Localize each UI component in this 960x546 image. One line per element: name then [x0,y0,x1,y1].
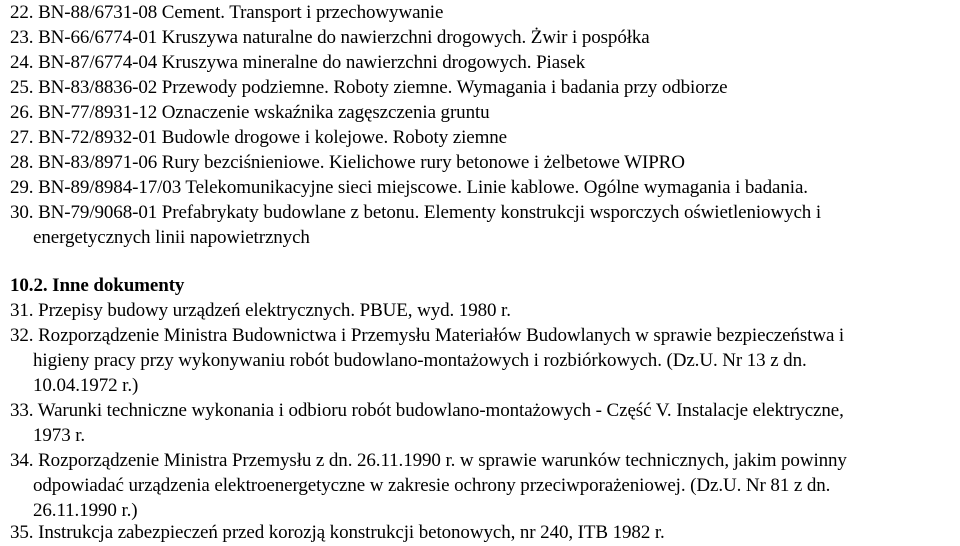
ref-item-25: 25. BN-83/8836-02 Przewody podziemne. Roboty ziemne. Wymagania i badania przy odbiorze [10,77,728,98]
ref-item-29: 29. BN-89/8984-17/03 Telekomunikacyjne sieci miejscowe. Linie kablowe. Ogólne wymagania i badania. [10,177,808,198]
ref-item-30-cont: energetycznych linii napowietrznych [33,227,310,248]
ref-item-30: 30. BN-79/9068-01 Prefabrykaty budowlane z betonu. Elementy konstrukcji wsporczych oświetleniowych i [10,202,822,223]
ref-item-32-cont-1: higieny pracy przy wykonywaniu robót budowlano-montażowych i rozbiórkowych. (Dz.U. Nr 13 z dn. [33,350,807,371]
ref-item-31: 31. Przepisy budowy urządzeń elektrycznych. PBUE, wyd. 1980 r. [10,300,511,321]
ref-item-34-cont-1: odpowiadać urządzenia elektroenergetyczne w zakresie ochrony przeciwporażeniowej. (Dz.U. Nr 81 z dn. [33,475,831,496]
ref-item-33: 33. Warunki techniczne wykonania i odbioru robót budowlano-montażowych - Część V. Instalacje elektryczne, [10,400,844,421]
ref-item-33-cont: 1973 r. [33,425,86,446]
ref-item-34-cont-2: 26.11.1990 r.) [33,500,138,521]
ref-item-24: 24. BN-87/6774-04 Kruszywa mineralne do nawierzchni drogowych. Piasek [10,52,586,73]
section-heading: 10.2. Inne dokumenty [10,275,185,296]
ref-item-34: 34. Rozporządzenie Ministra Przemysłu z dn. 26.11.1990 r. w sprawie warunków technicznych, jakim powinny [10,450,847,471]
ref-item-27: 27. BN-72/8932-01 Budowle drogowe i kolejowe. Roboty ziemne [10,127,507,148]
ref-item-22: 22. BN-88/6731-08 Cement. Transport i przechowywanie [10,2,444,23]
ref-item-26: 26. BN-77/8931-12 Oznaczenie wskaźnika zagęszczenia gruntu [10,102,490,123]
ref-item-28: 28. BN-83/8971-06 Rury bezciśnieniowe. Kielichowe rury betonowe i żelbetowe WIPRO [10,152,685,173]
ref-item-32: 32. Rozporządzenie Ministra Budownictwa i Przemysłu Materiałów Budowlanych w sprawie bezpieczeństwa i [10,325,845,346]
ref-item-32-cont-2: 10.04.1972 r.) [33,375,139,396]
ref-item-35: 35. Instrukcja zabezpieczeń przed korozją konstrukcji betonowych, nr 240, ITB 1982 r. [10,522,665,543]
ref-item-23: 23. BN-66/6774-01 Kruszywa naturalne do nawierzchni drogowych. Żwir i pospółka [10,27,650,48]
